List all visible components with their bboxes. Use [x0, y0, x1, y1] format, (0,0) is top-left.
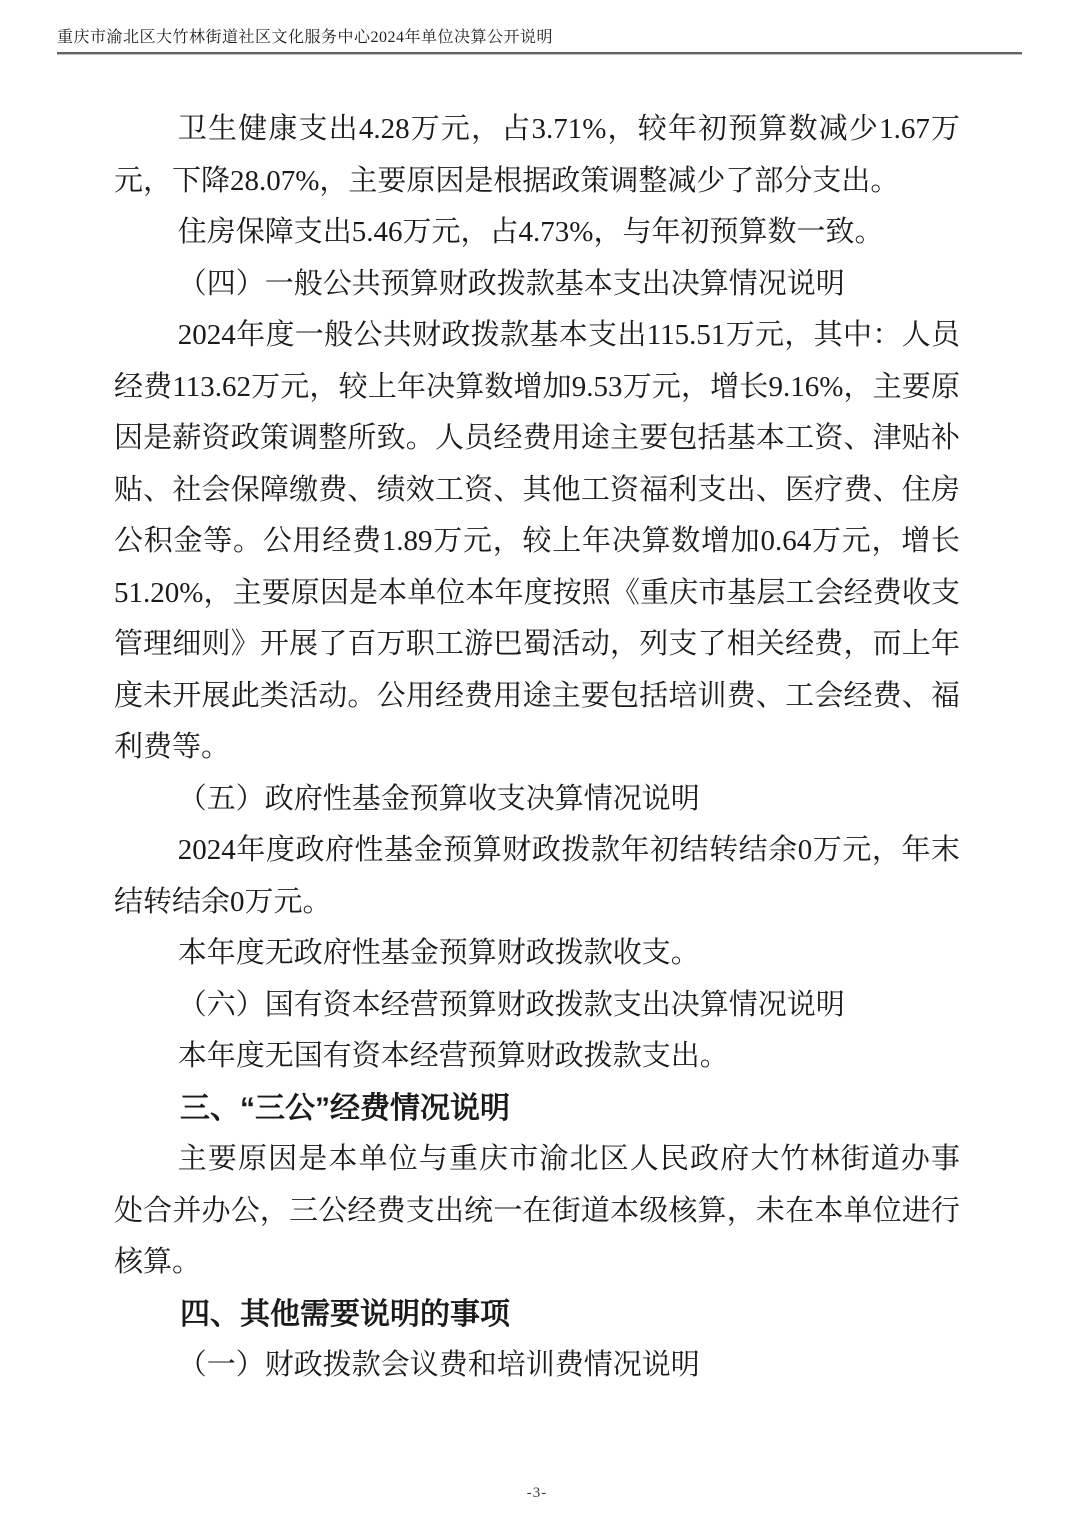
paragraph-health-expenditure: 卫生健康支出4.28万元，占3.71%，较年初预算数减少1.67万元，下降28.07%，主要原因是根据政策调整减少了部分支出。 [114, 113, 960, 197]
page-footer [0, 1484, 1074, 1502]
heading-section-five-gov-fund: （五）政府性基金预算收支决算情况说明 [177, 782, 700, 815]
page-number: -3- [526, 1485, 548, 1501]
paragraph-gov-fund-balance: 2024年度政府性基金预算财政拨款年初结转结余0万元，年末结转结余0万元。 [114, 834, 960, 918]
heading-meeting-training-fees: （一）财政拨款会议费和培训费情况说明 [177, 1349, 700, 1381]
document-body [114, 104, 960, 1392]
header-divider [57, 52, 1022, 55]
heading-section-six-state-capital: （六）国有资本经营预算财政拨款支出决算情况说明 [177, 988, 845, 1021]
paragraph-three-public-funds-reason: 主要原因是本单位与重庆市渝北区人民政府大竹林街道办事处合并办公，三公经费支出统一在街道本级核算，未在本单位进行核算。 [114, 1143, 960, 1278]
paragraph-gov-fund-none: 本年度无政府性基金预算财政拨款收支。 [177, 937, 700, 969]
heading-three-public-funds: 三、“三公”经费情况说明 [180, 1091, 510, 1125]
paragraph-housing-expenditure: 住房保障支出5.46万元，占4.73%，与年初预算数一致。 [177, 216, 884, 248]
paragraph-state-capital-none: 本年度无国有资本经营预算财政拨款支出。 [177, 1040, 729, 1072]
page-header [57, 28, 1022, 55]
paragraph-basic-expenditure-detail: 2024年度一般公共财政拨款基本支出115.51万元，其中：人员经费113.62万元，较上年决算数增加9.53万元，增长9.16%，主要原因是薪资政策调整所致。人员经费用途主要包括基本工资、津贴补贴、社会保障缴费、绩效工资、其他工资福利支出、医疗费、住房公积金等。公用经费1.89万元，较上年决算数增加0.64万元，增长51.20%，主要原因是本单位本年度按照《重庆市基层工会经费收支管理细则》开展了百万职工游巴蜀活动，列支了相关经费，而上年度未开展此类活动。公用经费用途主要包括培训费、工会经费、福利费等。 [114, 319, 960, 763]
heading-other-matters: 四、其他需要说明的事项 [180, 1297, 510, 1331]
heading-section-four-basic-expenditure: （四）一般公共预算财政拨款基本支出决算情况说明 [177, 267, 845, 300]
document-header-title: 重庆市渝北区大竹林街道社区文化服务中心2024年单位决算公开说明 [57, 29, 554, 46]
